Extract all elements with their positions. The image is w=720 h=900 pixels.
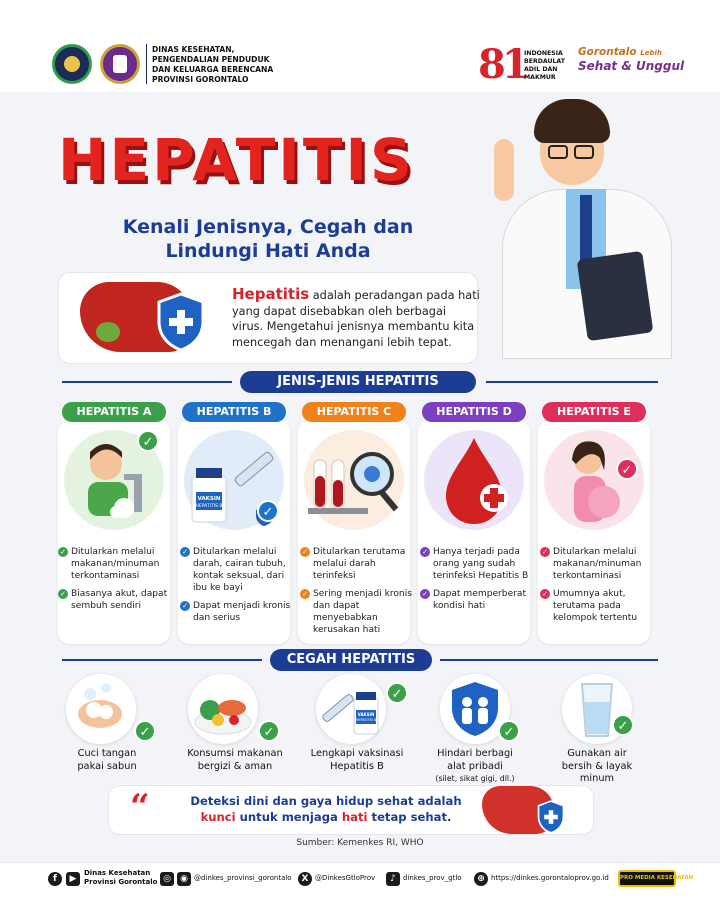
source-note: Sumber: Kemenkes RI, WHO	[296, 838, 424, 848]
list-item: ✓ Ditularkan terutama melalui darah terinfeksi	[300, 546, 412, 582]
prevention-line: Hepatitis B	[330, 760, 384, 772]
prevention-label	[170, 748, 300, 773]
ri-motto-line: ADIL DAN	[524, 66, 558, 73]
prevention-line: bergizi & aman	[197, 760, 273, 772]
quote-fragment: tetap sehat.	[367, 810, 452, 824]
vaccine-label-line: VAKSIN	[197, 496, 221, 502]
quote-mark: “	[130, 787, 150, 827]
prevention-label	[532, 748, 662, 786]
hepatitis-d-label: HEPATITIS D	[422, 402, 526, 422]
list-item: ✓ Biasanya akut, dapat sembuh sendiri	[58, 588, 170, 612]
prevention-line: Hindari berbagi	[437, 748, 513, 759]
check-icon: ✓	[137, 430, 159, 452]
check-icon: ✓	[386, 682, 408, 704]
ri-81-logo: 81	[478, 41, 526, 88]
prevention-line: pakai sabun	[77, 760, 137, 772]
header-divider	[146, 44, 147, 84]
tiktok-icon[interactable]: ♪	[386, 872, 400, 886]
prevention-line: Konsumsi makanan	[187, 748, 283, 759]
footer-dept-line: Dinas Kesehatan	[84, 869, 151, 877]
website-link[interactable]: https://dinkes.gorontaloprov.go.id	[491, 874, 609, 882]
hepatitis-a-points	[58, 546, 170, 618]
org-line: DAN KELUARGA BERENCANA	[152, 65, 274, 74]
slogan-line: Gorontalo	[578, 46, 637, 58]
check-icon: ✓	[616, 458, 638, 480]
messenger-icon[interactable]: ◎	[160, 872, 174, 886]
section-rule	[62, 659, 262, 661]
vaccine-label-line: HEPATITIS B	[355, 718, 377, 722]
check-icon: ✓	[612, 714, 634, 736]
quote-keyword: kunci	[200, 810, 236, 824]
list-item: ✓ Dapat memperberat kondisi hati	[420, 588, 532, 612]
list-item: ✓ Umumnya akut, terutama pada kelompok tertentu	[540, 588, 652, 624]
org-line: PROVINSI GORONTALO	[152, 75, 249, 84]
intro-text	[232, 287, 480, 350]
subtitle-line: Lindungi Hati Anda	[165, 240, 371, 262]
prevention-line: Cuci tangan	[77, 748, 137, 759]
gorontalo-slogan-logo	[578, 46, 684, 73]
list-item: ✓ Dapat menjadi kronis dan serius	[180, 600, 292, 624]
check-icon: ✓	[257, 500, 279, 522]
youtube-icon[interactable]: ▶	[66, 872, 80, 886]
hepatitis-b-points	[180, 546, 292, 630]
list-item: ✓ Sering menjadi kronis dan dapat menyebabkan kerusakan hati	[300, 588, 412, 636]
hepatitis-d-points	[420, 546, 532, 618]
prevention-label	[410, 748, 540, 786]
organization-name	[152, 45, 272, 85]
slogan-small: Lebih	[640, 49, 662, 57]
shield-icon	[155, 292, 207, 352]
hepatitis-c-label: HEPATITIS C	[302, 402, 406, 422]
prevention-line: Lengkapi vaksinasi	[310, 748, 404, 759]
prevention-label	[42, 748, 172, 773]
vaccine-vial-icon	[316, 674, 386, 744]
facebook-icon[interactable]: f	[48, 872, 62, 886]
section-rule	[62, 381, 232, 383]
ri-motto-line: MAKMUR	[524, 74, 556, 81]
intro-body: adalah peradangan pada hati yang dapat disebabkan oleh berbagai virus. Mengetahui jenisnya membantu kita mencegah dan menangani lebih tepat.	[232, 289, 480, 349]
ri-motto-line: BERDAULAT	[524, 58, 565, 65]
page-title: HEPATITIS	[58, 126, 415, 194]
org-line: PENGENDALIAN PENDUDUK	[152, 55, 270, 64]
list-item: ✓ Hanya terjadi pada orang yang sudah terinfeksi Hepatitis B	[420, 546, 532, 582]
prevention-note: (silet, sikat gigi, dll.)	[435, 774, 515, 783]
subtitle-line: Kenali Jenisnya, Cegah dan	[122, 216, 414, 238]
blood-tubes-magnifier-icon	[304, 430, 404, 530]
blood-drop-icon	[424, 430, 524, 530]
quote-line: Deteksi dini dan gaya hidup sehat adalah	[190, 794, 462, 808]
hepatitis-e-points	[540, 546, 652, 630]
intro-highlight: Hepatitis	[232, 285, 310, 303]
ri-motto-line: INDONESIA	[524, 50, 563, 57]
footer-department	[84, 869, 157, 886]
prevention-line: Gunakan air	[567, 748, 627, 759]
globe-icon[interactable]: ⊕	[474, 872, 488, 886]
quote-keyword: hati	[341, 810, 368, 824]
media-badge-logo: PRO MEDIA KESEHATAN	[618, 870, 676, 887]
vaccine-label-line: VAKSIN	[357, 712, 375, 717]
vaccine-label-line: HEPATITIS B	[195, 504, 223, 509]
twitter-handle[interactable]: @DinkesGtloProv	[315, 874, 376, 882]
prevention-line: alat pribadi	[447, 760, 503, 772]
instagram-handle[interactable]: @dinkes_provinsi_gorontalo	[194, 874, 292, 882]
prevention-line: minum	[579, 773, 615, 784]
x-twitter-icon[interactable]: X	[298, 872, 312, 886]
quote-fragment: untuk menjaga	[235, 810, 342, 824]
types-section-title: JENIS-JENIS HEPATITIS	[240, 371, 476, 393]
instagram-icon[interactable]: ◉	[177, 872, 191, 886]
hepatitis-e-label: HEPATITIS E	[542, 402, 646, 422]
org-line: DINAS KESEHATAN,	[152, 45, 235, 54]
footer-dept-line: Provinsi Gorontalo	[84, 877, 158, 886]
tiktok-handle[interactable]: dinkes_prov_gtlo	[403, 874, 462, 882]
check-icon: ✓	[498, 720, 520, 742]
hepatitis-a-label: HEPATITIS A	[62, 402, 166, 422]
doctor-illustration	[478, 95, 708, 360]
healthy-food-icon	[188, 674, 258, 744]
section-rule	[486, 381, 658, 383]
prevention-label	[292, 748, 422, 773]
page-subtitle	[118, 215, 418, 263]
section-rule	[440, 659, 658, 661]
hepatitis-b-label: HEPATITIS B	[182, 402, 286, 422]
check-icon: ✓	[134, 720, 156, 742]
province-emblem-logo	[52, 44, 92, 84]
list-item: ✓ Ditularkan melalui makanan/minuman terkontaminasi	[540, 546, 652, 582]
prevent-section-title: CEGAH HEPATITIS	[270, 649, 432, 671]
ri-motto	[524, 50, 565, 82]
quote-text	[176, 793, 476, 825]
hand-washing-icon	[66, 674, 136, 744]
agency-emblem-logo	[100, 44, 140, 84]
list-item: ✓ Ditularkan melalui makanan/minuman terkontaminasi	[58, 546, 170, 582]
shield-icon	[536, 800, 566, 834]
slogan-line: Sehat & Unggul	[578, 59, 685, 73]
list-item: ✓ Ditularkan melalui darah, cairan tubuh, kontak seksual, dari ibu ke bayi	[180, 546, 292, 594]
prevention-line: bersih & layak	[561, 760, 633, 772]
hepatitis-c-points	[300, 546, 412, 642]
check-icon: ✓	[258, 720, 280, 742]
